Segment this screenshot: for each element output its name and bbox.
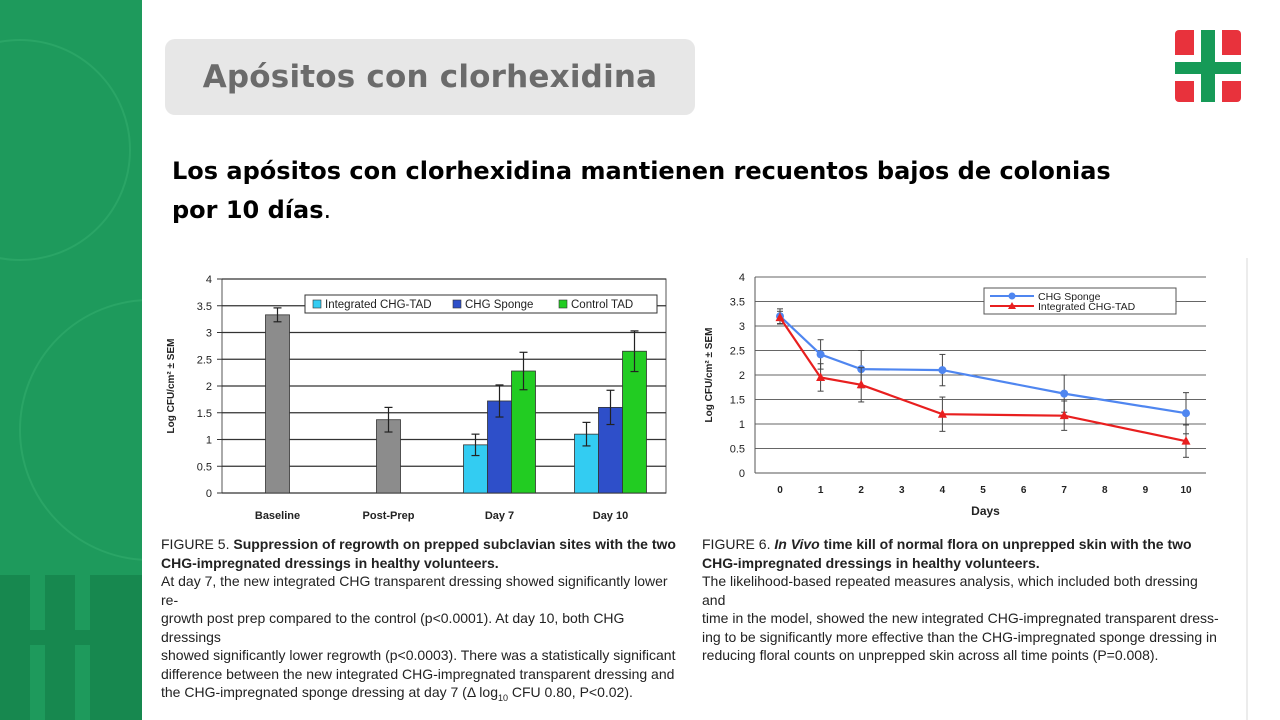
x-tick-label: 9 (1142, 485, 1149, 496)
legend-label: Integrated CHG-TAD (1038, 301, 1136, 313)
x-tick-label: Post-Prep (362, 510, 415, 522)
slide-subtitle (172, 152, 1132, 230)
sidebar-pattern (0, 0, 142, 720)
y-tick-label: 3 (205, 327, 212, 340)
y-tick-label: 2 (205, 381, 212, 393)
legend-label: Integrated CHG-TAD (325, 299, 432, 311)
y-tick-label: 3 (738, 321, 745, 333)
caption-line: difference between the new integrated CHG-impregnated transparent dressing and (161, 665, 675, 682)
caption-line: The likelihood-based repeated measures analysis, which included both dressing and (702, 573, 1198, 608)
y-tick-label: 0.5 (196, 461, 212, 474)
x-tick-label: 2 (858, 485, 864, 496)
figure-6-line-chart (700, 262, 1230, 532)
x-tick-label: 1 (817, 485, 824, 496)
y-tick-label: 2.5 (729, 345, 745, 358)
y-tick-label: 0.5 (729, 443, 745, 456)
legend-marker (1009, 293, 1016, 300)
x-tick-label: 0 (777, 485, 783, 496)
series-line (780, 316, 1186, 413)
figure-6-label: FIGURE 6. (702, 536, 771, 552)
caption-line: time in the model, showed the new integrated CHG-impregnated transparent dress- (702, 610, 1219, 626)
figure-6-heading (702, 535, 1222, 572)
divider (1246, 258, 1248, 720)
logo (1172, 28, 1244, 104)
legend-swatch (313, 300, 321, 308)
y-axis-label: Log CFU/cm² ± SEM (166, 338, 177, 434)
legend-swatch (559, 300, 567, 308)
x-tick-label: 10 (1180, 485, 1192, 496)
y-tick-label: 4 (205, 274, 212, 286)
legend-label: CHG Sponge (465, 299, 534, 311)
figure-5-caption (161, 535, 676, 707)
x-tick-label: Day 7 (484, 510, 515, 522)
y-tick-label: 1 (205, 434, 212, 447)
subtitle-period: . (323, 196, 332, 224)
x-tick-label: 3 (899, 485, 905, 496)
caption-text: the CHG-impregnated sponge dressing at day 7 (Δ log (161, 684, 498, 700)
y-tick-label: 1.5 (729, 394, 745, 407)
sidebar-decoration (0, 0, 142, 720)
y-tick-label: 0 (738, 468, 745, 480)
caption-line: ing to be significantly more effective than the CHG-impregnated sponge dressing in (702, 628, 1217, 645)
figure-5-title: Suppression of regrowth on prepped subclavian sites with the two CHG-impregnated dressings in healthy volunteers. (161, 536, 676, 571)
figure-5-bar-chart (160, 262, 680, 532)
data-point (1182, 409, 1190, 417)
y-tick-label: 1 (738, 419, 745, 431)
caption-line (161, 683, 676, 707)
caption-text: CFU 0.80, P<0.02). (508, 684, 633, 700)
figure-5-label: FIGURE 5. (161, 536, 230, 552)
caption-line: growth post prep compared to the control (p<0.0001). At day 10, both CHG dressings (161, 610, 625, 645)
caption-subscript: 10 (497, 692, 508, 703)
bar (266, 315, 290, 493)
y-axis-label: Log CFU/cm² ± SEM (704, 327, 715, 423)
x-tick-label: 4 (939, 485, 946, 496)
y-tick-label: 3.5 (196, 300, 212, 313)
legend-label: Control TAD (571, 299, 634, 311)
caption-line: reducing floral counts on unprepped skin across all time points (P=0.008). (702, 647, 1159, 663)
y-tick-label: 2.5 (196, 354, 212, 367)
series-line (780, 318, 1186, 441)
y-tick-label: 2 (738, 370, 745, 382)
legend-label: CHG Sponge (1038, 291, 1101, 303)
legend-swatch (453, 300, 461, 308)
cross-logo-icon (1172, 28, 1244, 104)
data-point (938, 366, 946, 374)
x-tick-label: Baseline (254, 510, 301, 522)
caption-line: showed significantly lower regrowth (p<0.0003). There was a statistically significant (161, 647, 676, 663)
caption-line: At day 7, the new integrated CHG transparent dressing showed significantly lower re- (161, 573, 668, 608)
figure-6-title-italic: In Vivo (774, 536, 820, 552)
x-tick-label: Day 10 (592, 510, 629, 522)
y-tick-label: 4 (738, 272, 745, 284)
x-axis-label: Days (971, 504, 1000, 518)
data-point (1060, 390, 1068, 398)
bar (623, 351, 647, 493)
data-point (817, 350, 825, 358)
x-tick-label: 7 (1061, 485, 1067, 496)
y-tick-label: 1.5 (196, 407, 212, 420)
title-box (165, 39, 695, 115)
x-tick-label: 5 (980, 485, 986, 496)
y-tick-label: 0 (205, 488, 212, 500)
figure-6-caption (702, 535, 1222, 665)
figure-5-heading (161, 535, 676, 572)
x-tick-label: 8 (1102, 485, 1108, 496)
subtitle-text: Los apósitos con clorhexidina mantienen recuentos bajos de colonias por 10 días (172, 157, 1111, 224)
figure-6-title: time kill of normal flora on unprepped skin with the two CHG-impregnated dressings in healthy volunteers. (702, 536, 1192, 571)
y-tick-label: 3.5 (729, 296, 745, 309)
page-title: Apósitos con clorhexidina (202, 59, 658, 95)
x-tick-label: 6 (1020, 485, 1027, 496)
